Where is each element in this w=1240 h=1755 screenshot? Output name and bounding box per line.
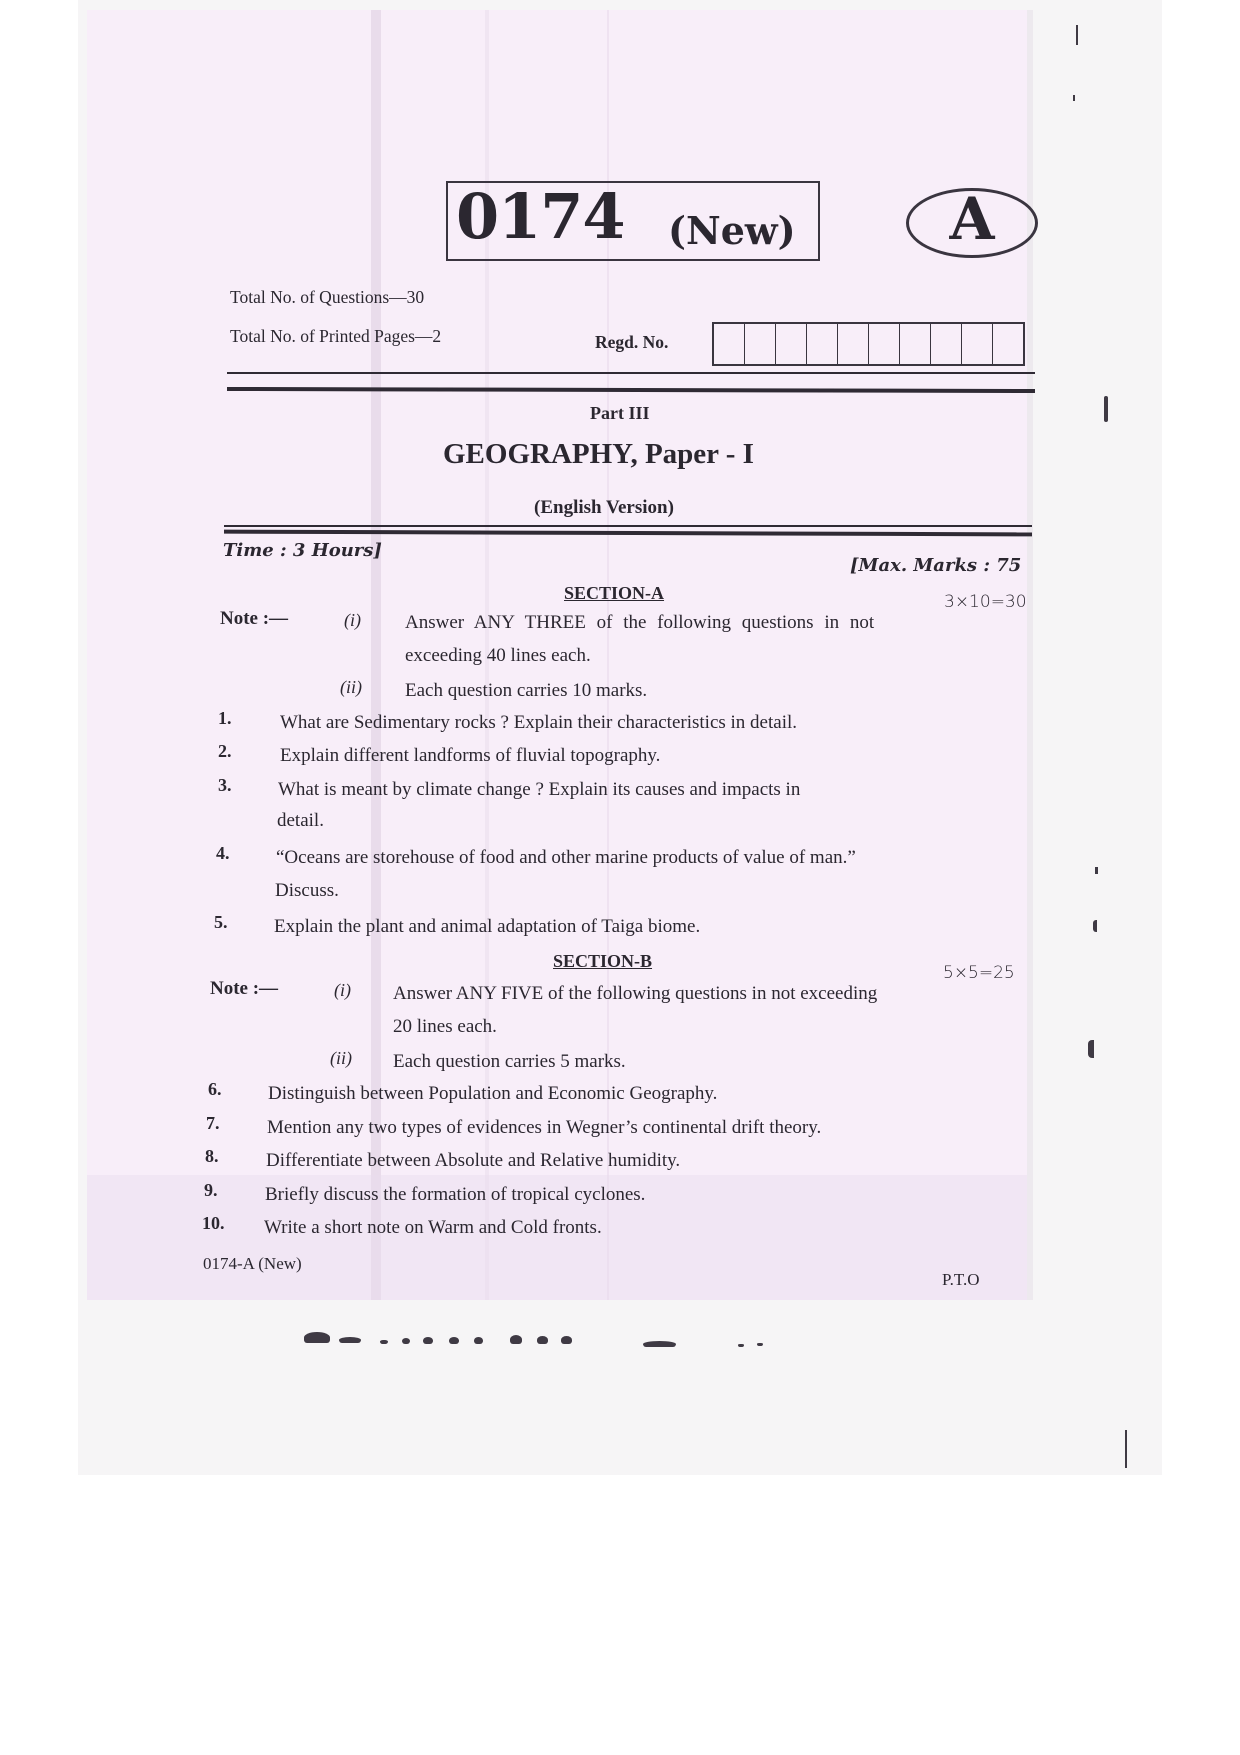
timing-mark — [304, 1332, 330, 1343]
scan-edge-mark — [1095, 867, 1098, 874]
timing-mark — [643, 1341, 676, 1347]
timing-mark — [423, 1337, 433, 1344]
question-text: Briefly discuss the formation of tropical cyclones. — [265, 1184, 646, 1205]
question-number: 4. — [216, 843, 230, 863]
scan-edge-mark — [1073, 95, 1075, 101]
scan-edge-mark — [1093, 920, 1097, 932]
question-number: 7. — [206, 1113, 220, 1133]
regd-no-label: Regd. No. — [595, 332, 669, 352]
question-number: 2. — [218, 741, 232, 761]
question-text: Discuss. — [275, 880, 339, 901]
question-text: What is meant by climate change ? Explain its causes and impacts in — [278, 779, 801, 800]
timing-mark — [510, 1335, 522, 1344]
timing-mark — [402, 1338, 410, 1344]
note-number: (i) — [344, 610, 361, 630]
question-number: 10. — [202, 1213, 225, 1233]
timing-mark — [474, 1337, 483, 1344]
note-text: Each question carries 5 marks. — [393, 1051, 626, 1072]
timing-mark — [757, 1343, 763, 1346]
scan-edge-mark — [1088, 1040, 1094, 1058]
regd-digit-box[interactable] — [869, 324, 900, 364]
question-text: Explain the plant and animal adaptation of Taiga biome. — [274, 916, 701, 937]
question-text: What are Sedimentary rocks ? Explain their characteristics in detail. — [280, 712, 798, 733]
section-b-heading: SECTION-B — [553, 951, 653, 971]
question-number: 1. — [218, 708, 232, 728]
section-a-heading: SECTION-A — [564, 583, 665, 603]
footer-paper-code: 0174-A (New) — [203, 1254, 302, 1273]
question-number: 3. — [218, 775, 232, 795]
question-text: Explain different landforms of fluvial topography. — [280, 745, 661, 766]
regd-digit-box[interactable] — [776, 324, 807, 364]
note-text: 20 lines each. — [393, 1016, 497, 1037]
timing-mark — [339, 1337, 361, 1343]
regd-digit-box[interactable] — [807, 324, 838, 364]
please-turn-over: P.T.O — [942, 1270, 980, 1289]
scan-edge-mark — [1104, 396, 1108, 422]
question-number: 6. — [208, 1079, 222, 1099]
regd-digit-box[interactable] — [714, 324, 745, 364]
regd-digit-box[interactable] — [993, 324, 1023, 364]
question-text: Write a short note on Warm and Cold fronts. — [264, 1217, 602, 1238]
note-text: Each question carries 10 marks. — [405, 680, 648, 701]
question-number: 9. — [204, 1180, 218, 1200]
question-number: 8. — [205, 1146, 219, 1166]
regd-digit-box[interactable] — [900, 324, 931, 364]
time-allowed: Time : 3 Hours] — [223, 540, 382, 561]
paper-code: 0174 — [456, 180, 625, 253]
question-text: Differentiate between Absolute and Relative humidity. — [266, 1150, 681, 1171]
regd-digit-box[interactable] — [838, 324, 869, 364]
paper-code-suffix: (New) — [668, 208, 796, 253]
scan-edge-mark — [1076, 25, 1078, 45]
total-questions: Total No. of Questions—30 — [230, 287, 425, 307]
regd-digit-box[interactable] — [962, 324, 993, 364]
regd-digit-box[interactable] — [931, 324, 962, 364]
scan-edge-mark — [1125, 1430, 1127, 1468]
section-b-marks: 5×5=25 — [943, 963, 1015, 983]
version-label: (English Version) — [534, 497, 674, 518]
total-pages: Total No. of Printed Pages—2 — [230, 326, 442, 346]
part-label: Part III — [590, 403, 650, 423]
note-text: Answer ANY FIVE of the following questions in not exceeding — [393, 983, 878, 1004]
note-label: Note :— — [210, 978, 279, 999]
note-text: Answer ANY THREE of the following questions in not — [405, 612, 875, 633]
header-rule — [227, 372, 1035, 374]
timing-mark — [537, 1336, 548, 1344]
question-text: Mention any two types of evidences in Wegner’s continental drift theory. — [267, 1117, 822, 1138]
timing-mark — [738, 1344, 744, 1347]
timing-mark — [561, 1336, 572, 1344]
set-letter-badge — [906, 185, 1038, 258]
note-number: (i) — [334, 980, 351, 1000]
note-number: (ii) — [340, 677, 362, 697]
regd-no-boxes[interactable] — [712, 322, 1025, 366]
title-rule — [224, 525, 1032, 527]
question-number: 5. — [214, 912, 228, 932]
max-marks: [Max. Marks : 75 — [850, 555, 1022, 576]
section-a-marks: 3×10=30 — [944, 592, 1027, 612]
timing-mark — [449, 1337, 459, 1344]
timing-mark — [380, 1340, 388, 1344]
scan-fold-line — [371, 10, 381, 1300]
note-number: (ii) — [330, 1048, 352, 1068]
note-text: exceeding 40 lines each. — [405, 645, 591, 666]
question-text: “Oceans are storehouse of food and other marine products of value of man.” — [276, 847, 856, 868]
question-text: detail. — [277, 810, 324, 831]
regd-digit-box[interactable] — [745, 324, 776, 364]
note-label: Note :— — [220, 608, 289, 629]
paper-title: GEOGRAPHY, Paper - I — [443, 438, 754, 470]
set-letter: A — [949, 185, 995, 253]
question-text: Distinguish between Population and Economic Geography. — [268, 1083, 718, 1104]
